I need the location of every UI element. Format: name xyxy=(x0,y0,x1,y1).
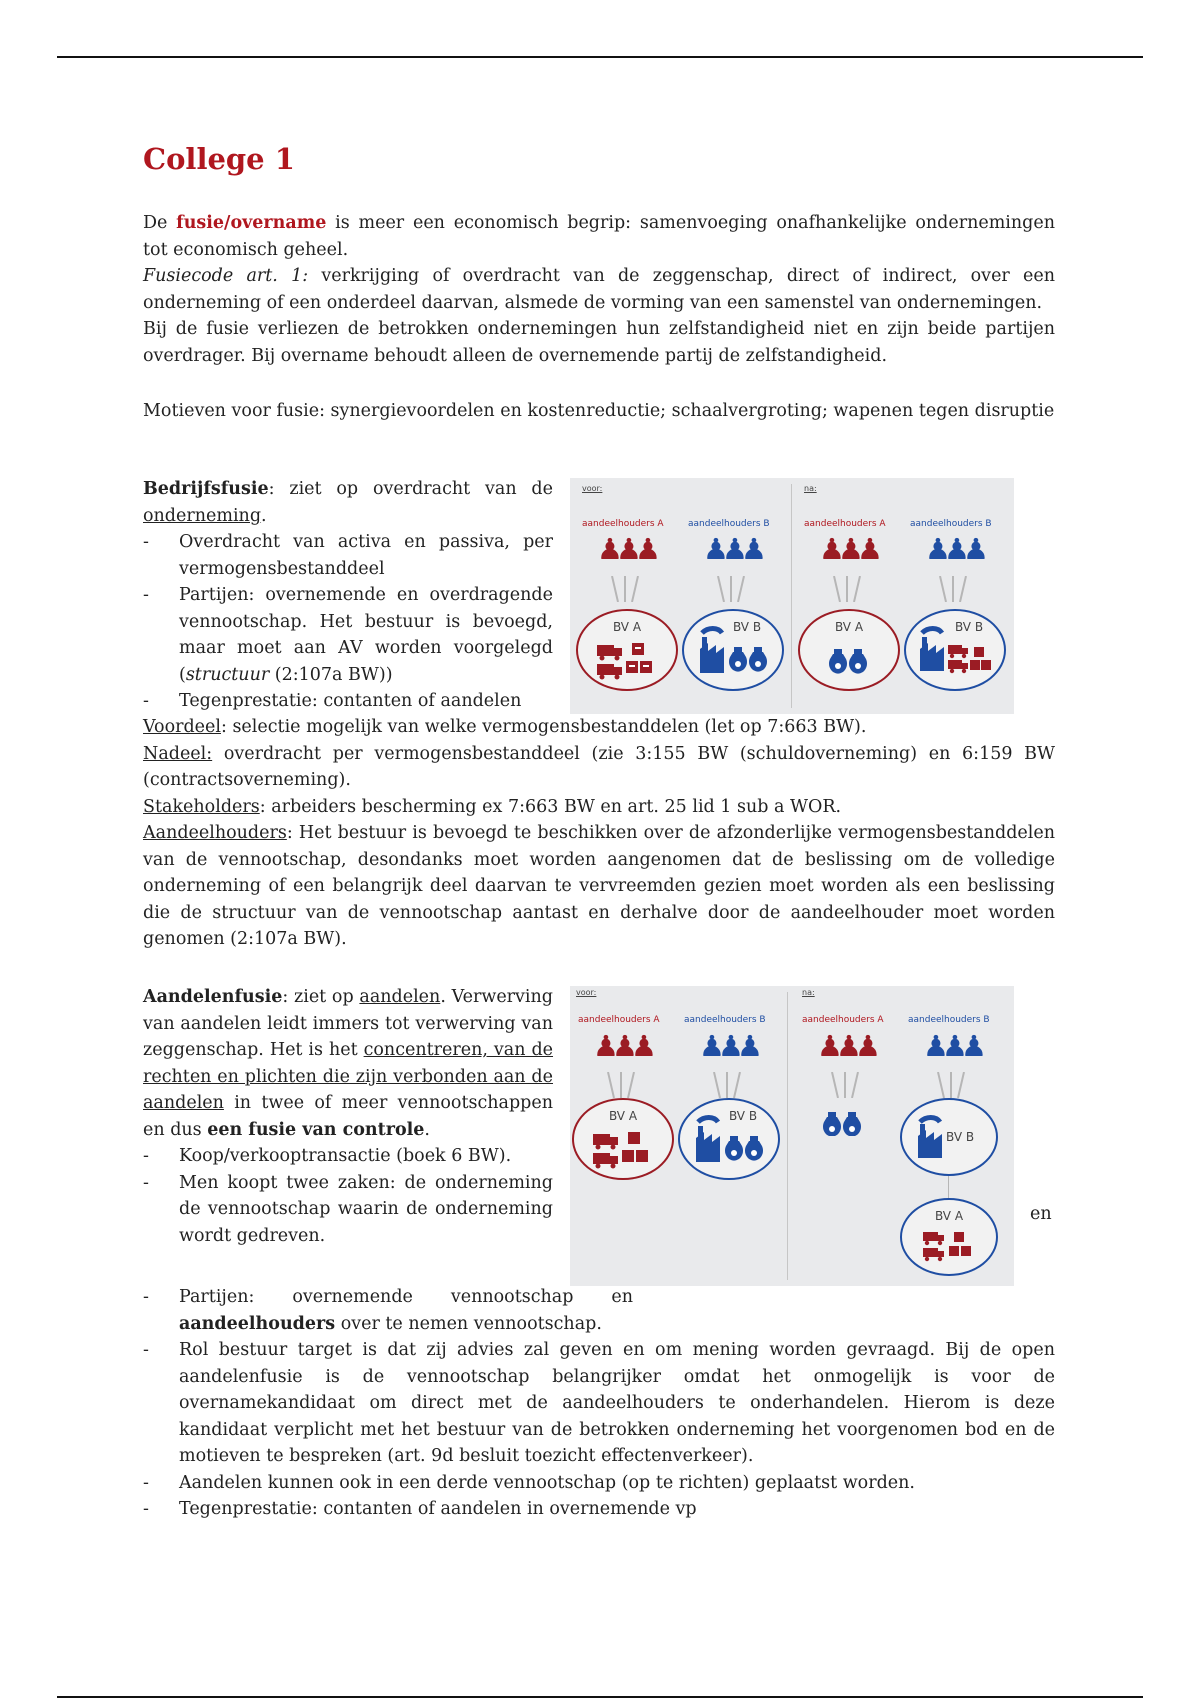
bv-a-label: BV A xyxy=(934,1209,964,1223)
ownership-lines-icon xyxy=(706,576,756,602)
bv-b-label: BV B xyxy=(732,620,762,634)
bv-b-label: BV B xyxy=(954,620,984,634)
factory-trucks-crates-icon xyxy=(918,625,994,675)
list-item: - Rol bestuur target is dat zij advies zal geven en om mening worden gevraagd. Bij de open aandelenfusie is de vennootschap belangrijker omdat het onmogelijk is voor de overnamekandidaat om direct met de aandeelhouders te onderhandelen. Hierom is deze kandidaat verplicht met het bestuur van de betrokken onderneming het voorgenomen bod en de motieven te bespreken (art. 9d besluit toezicht effectenverkeer). xyxy=(143,1337,1055,1470)
aandelenfusie-bullet-partijen xyxy=(143,1284,633,1337)
shareholders-a-people-icon: ♟♟♟ xyxy=(819,532,876,566)
list-item: - Aandelen kunnen ook in een derde vennootschap (op te richten) geplaatst worden. xyxy=(143,1470,1055,1497)
bv-a-circle xyxy=(576,609,678,691)
bv-a-subsidiary-circle xyxy=(900,1198,998,1276)
ownership-lines-icon xyxy=(928,576,978,602)
bv-a-label: BV A xyxy=(612,620,642,634)
trucks-crates-icon xyxy=(596,639,658,681)
aandelenfusie-bullets-top xyxy=(143,1143,553,1249)
bv-b-circle xyxy=(682,609,784,691)
aandelenfusie-bullets-bottom xyxy=(143,1337,1055,1523)
intro-paragraph-3: Bij de fusie verliezen de betrokken ondernemingen hun zelfstandigheid niet en zijn beide partijen overdrager. Bij overname behoudt alleen de overnemende partij de zelfstandigheid. xyxy=(143,319,1055,366)
list-item: - Tegenprestatie: contanten of aandelen xyxy=(143,688,553,715)
bv-b-circle xyxy=(900,1098,998,1176)
list-item: - Partijen: overnemende en overdragende vennootschap. Het bestuur is bevoegd, maar moet aan AV worden voorgelegd (structuur (2:107a BW)) xyxy=(143,582,553,688)
na-label: na: xyxy=(804,484,817,493)
bedrijfsfusie-section xyxy=(143,476,553,715)
shareholders-b-people-icon: ♟♟♟ xyxy=(923,1029,980,1063)
shareholders-b-people-icon: ♟♟♟ xyxy=(699,1029,756,1063)
intro-section xyxy=(143,210,1055,369)
bv-b-label: BV B xyxy=(728,1109,758,1123)
ownership-line xyxy=(948,1176,949,1198)
factory-moneybags-icon xyxy=(694,1112,766,1168)
motives-paragraph: Motieven voor fusie: synergievoordelen en kostenreductie; schaalvergroting; wapenen tegen disruptie xyxy=(143,401,1055,421)
aandeelhouders-line: Aandeelhouders: Het bestuur is bevoegd te beschikken over de afzonderlijke vermogensbestanddelen van de vennootschap, desondanks moet worden aangenomen dat de beslissing om de volledige onderneming of een belangrijk deel daarvan te vervreemden gezien moet worden als een beslissing die de structuur van de vennootschap aantast en derhalve door de aandeelhouder moet worden genomen (2:107a BW). xyxy=(143,823,1055,949)
bv-b-circle xyxy=(904,609,1006,691)
shareholders-b-label: aandeelhouders B xyxy=(688,519,770,529)
bv-b-circle xyxy=(678,1098,780,1180)
shareholders-b-people-icon: ♟♟♟ xyxy=(703,532,760,566)
divider xyxy=(787,992,788,1280)
shareholders-a-label: aandeelhouders A xyxy=(802,1015,884,1025)
bedrijfsfusie-bullets xyxy=(143,529,553,715)
bedrijfsfusie-lead: Bedrijfsfusie: ziet op overdracht van de onderneming. xyxy=(143,479,553,526)
header-rule xyxy=(57,56,1143,58)
shareholders-a-people-icon: ♟♟♟ xyxy=(597,532,654,566)
ownership-lines-icon xyxy=(596,1072,646,1098)
bedrijfsfusie-heading: Bedrijfsfusie xyxy=(143,479,269,499)
factory-moneybags-icon xyxy=(698,623,770,679)
shareholders-b-people-icon: ♟♟♟ xyxy=(925,532,982,566)
shareholders-b-label: aandeelhouders B xyxy=(684,1015,766,1025)
trucks-crates-icon xyxy=(922,1228,978,1264)
intro-paragraph-1: De fusie/overname is meer een economisch begrip: samenvoeging onafhankelijke ondernemingen tot economisch geheel. xyxy=(143,213,1055,260)
bedrijfsfusie-diagram xyxy=(570,478,1014,714)
moneybags-icon xyxy=(828,641,870,675)
aandelenfusie-heading: Aandelenfusie xyxy=(143,987,283,1007)
shareholders-a-label: aandeelhouders A xyxy=(582,519,664,529)
bv-a-circle xyxy=(798,609,900,691)
bv-a-label: BV A xyxy=(608,1109,638,1123)
aandelenfusie-section xyxy=(143,984,553,1249)
bullets xyxy=(143,1284,633,1337)
voor-label: voor: xyxy=(576,988,597,997)
bv-b-label: BV B xyxy=(946,1130,975,1144)
shareholders-b-label: aandeelhouders B xyxy=(908,1015,990,1025)
ownership-lines-icon xyxy=(702,1072,752,1098)
list-item: - Koop/verkooptransactie (boek 6 BW). xyxy=(143,1143,553,1170)
nadeel-line: Nadeel: overdracht per vermogensbestanddeel (zie 3:155 BW (schuldoverneming) en 6:159 BW (contractsoverneming). xyxy=(143,743,1055,790)
bv-a-circle xyxy=(572,1098,674,1180)
bullets xyxy=(143,1337,1055,1523)
aandelenfusie-lead: Aandelenfusie: ziet op aandelen. Verwerving van aandelen leidt immers tot verwerving van zeggenschap. Het is het concentreren, van de rechten en plichten die zijn verbonden aan de aandelen in twee of meer vennootschappen en dus een fusie van controle. xyxy=(143,987,554,1140)
aandelenfusie-diagram xyxy=(570,986,1014,1286)
na-label: na: xyxy=(802,988,815,997)
intro-paragraph-2: Fusiecode art. 1: verkrijging of overdracht van de zeggenschap, direct of indirect, over een onderneming of een onderdeel daarvan, alsmede de vorming van een samenstel van ondernemingen. xyxy=(143,266,1055,313)
en-word: en xyxy=(1030,1204,1052,1224)
factory-icon xyxy=(916,1114,946,1160)
trucks-crates-icon xyxy=(592,1128,654,1170)
footer-rule xyxy=(57,1696,1143,1698)
shareholders-a-people-icon: ♟♟♟ xyxy=(817,1029,874,1063)
list-item: - Overdracht van activa en passiva, per vermogensbestanddeel xyxy=(143,529,553,582)
ownership-lines-icon xyxy=(600,576,650,602)
list-item: - Men koopt twee zaken: de onderneming de vennootschap waarin de onderneming wordt gedreven. xyxy=(143,1170,553,1250)
list-item: - Partijen: overnemende vennootschap en aandeelhouders over te nemen vennootschap. xyxy=(143,1284,633,1337)
stakeholders-line: Stakeholders: arbeiders bescherming ex 7:663 BW en art. 25 lid 1 sub a WOR. xyxy=(143,796,842,817)
bedrijfsfusie-details xyxy=(143,714,1055,953)
list-item: - Tegenprestatie: contanten of aandelen in overnemende vp xyxy=(143,1496,1055,1523)
shareholders-b-label: aandeelhouders B xyxy=(910,519,992,529)
bv-a-label: BV A xyxy=(834,620,864,634)
moneybags-icon xyxy=(822,1106,864,1136)
voordeel-line: Voordeel: selectie mogelijk van welke vermogensbestanddelen (let op 7:663 BW). xyxy=(143,717,867,737)
shareholders-a-label: aandeelhouders A xyxy=(578,1015,660,1025)
shareholders-a-people-icon: ♟♟♟ xyxy=(593,1029,650,1063)
term-fusie-overname: fusie/overname xyxy=(176,213,327,233)
ownership-lines-icon xyxy=(820,1072,870,1098)
ownership-lines-icon xyxy=(822,576,872,602)
voor-label: voor: xyxy=(582,484,603,493)
shareholders-a-label: aandeelhouders A xyxy=(804,519,886,529)
page-title: College 1 xyxy=(143,142,295,176)
ownership-lines-icon xyxy=(926,1072,976,1098)
divider xyxy=(791,484,792,708)
